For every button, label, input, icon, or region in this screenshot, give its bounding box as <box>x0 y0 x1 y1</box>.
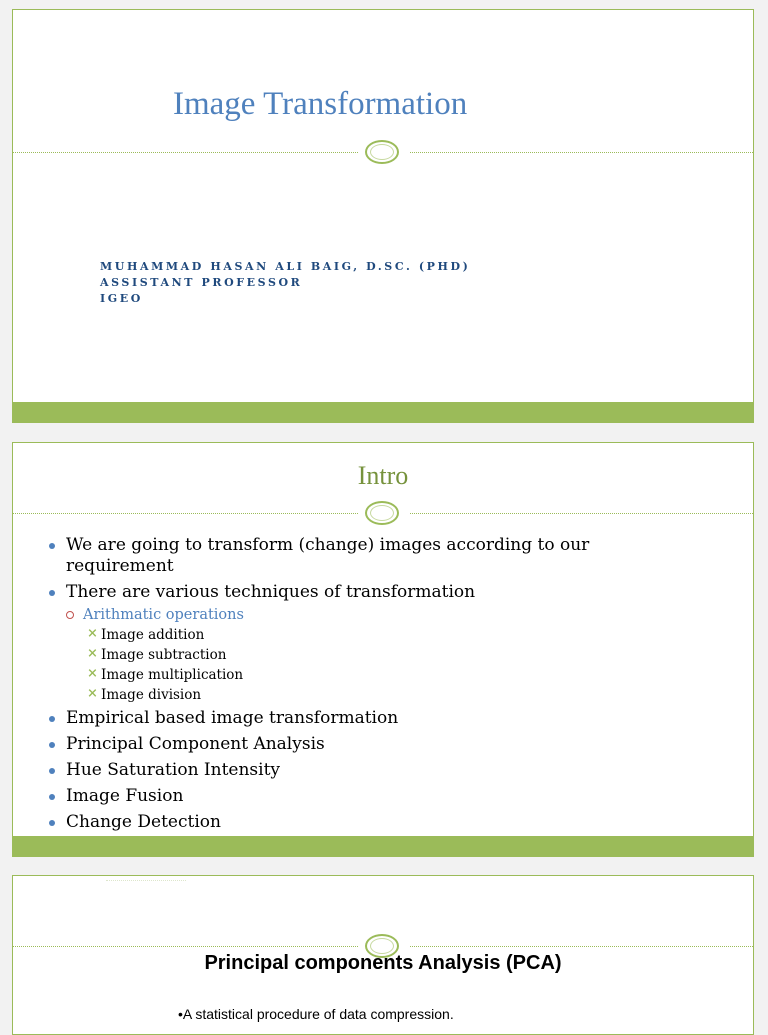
slide-divider <box>13 139 753 167</box>
bullet-list <box>49 535 609 838</box>
body-text: •A statistical procedure of data compression. <box>178 1006 454 1022</box>
slide-footer-bar <box>13 402 753 422</box>
bullet-item: Hue Saturation Intensity <box>49 760 609 781</box>
bullet-item: Empirical based image transformation <box>49 708 609 729</box>
divider-line-left <box>13 946 358 947</box>
slide-title <box>12 9 754 423</box>
bullet-item: Change Detection <box>49 812 609 833</box>
bullet-item: Principal Component Analysis <box>49 734 609 755</box>
bullet-item: We are going to transform (change) images according to our requirement <box>49 535 609 577</box>
sub-bullet-item: Arithmatic operations <box>49 605 609 625</box>
author-position: ASSISTANT PROFESSOR <box>100 276 303 289</box>
author-block <box>100 259 470 307</box>
author-affiliation: IGEO <box>100 292 143 305</box>
author-name: MUHAMMAD HASAN ALI BAIG, D.SC. (PHD) <box>100 260 471 273</box>
sub-sub-bullet-item: × Image division <box>49 685 609 705</box>
slide-intro <box>12 442 754 857</box>
slide-pca <box>12 875 754 1035</box>
slide-heading: Intro <box>357 461 409 490</box>
presentation-title: Image Transformation <box>173 86 468 122</box>
divider-ring-icon <box>365 140 399 164</box>
divider-ring-icon <box>365 501 399 525</box>
faint-divider <box>106 880 186 881</box>
slide-divider <box>13 500 753 528</box>
bullet-item: Image Fusion <box>49 786 609 807</box>
divider-line-left <box>13 152 358 153</box>
divider-line-right <box>410 152 753 153</box>
divider-line-right <box>410 946 753 947</box>
slide-footer-bar <box>13 836 753 856</box>
sub-sub-bullet-item: × Image multiplication <box>49 665 609 685</box>
divider-line-left <box>13 513 358 514</box>
sub-sub-bullet-item: × Image subtraction <box>49 645 609 665</box>
slide-heading: Principal components Analysis (PCA) <box>204 952 562 974</box>
bullet-item: There are various techniques of transformation <box>49 582 609 603</box>
sub-sub-bullet-item: × Image addition <box>49 625 609 645</box>
divider-line-right <box>410 513 753 514</box>
